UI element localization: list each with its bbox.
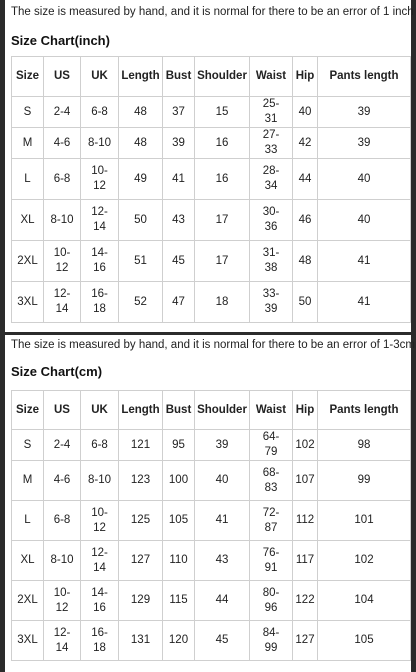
table-row — [12, 621, 411, 661]
cell-value: 10-12 — [53, 586, 71, 614]
cell-value: 6-8 — [91, 438, 108, 451]
cell-value: 10-12 — [91, 506, 108, 534]
table-row — [12, 282, 411, 323]
cell-value: 45 — [215, 634, 229, 646]
column-header-pants-length: Pants length — [318, 391, 411, 430]
cell-size — [12, 461, 44, 501]
cell-size — [12, 97, 44, 128]
cell-waist — [250, 97, 293, 128]
cell-value: 76-91 — [262, 546, 280, 574]
cell-pants-length — [318, 430, 411, 461]
cell-waist — [250, 461, 293, 501]
cell-value: 39 — [357, 105, 371, 118]
cell-hip — [293, 541, 318, 581]
cell-bust — [163, 430, 195, 461]
size-chart-inch-panel — [5, 0, 414, 332]
cell-value: 72-87 — [262, 506, 280, 534]
cell-value: 49 — [134, 172, 147, 185]
cell-length — [119, 430, 163, 461]
cell-pants-length — [318, 621, 411, 661]
cell-value: 120 — [168, 634, 189, 646]
cell-size — [12, 159, 44, 200]
cell-value: 107 — [295, 474, 315, 486]
cell-value: 123 — [130, 474, 151, 486]
cell-pants-length — [318, 282, 411, 323]
cell-size — [12, 128, 44, 159]
cell-bust — [163, 282, 195, 323]
cell-shoulder — [195, 200, 250, 241]
cell-hip — [293, 241, 318, 282]
column-header-bust: Bust — [163, 57, 195, 97]
cell-uk — [81, 241, 119, 282]
column-header-length: Length — [119, 391, 163, 430]
cell-pants-length — [318, 501, 411, 541]
cell-value: 3XL — [17, 634, 38, 646]
cell-length — [119, 241, 163, 282]
cell-value: 131 — [130, 634, 151, 646]
chart-title: Size Chart(cm) — [11, 364, 103, 379]
column-header-waist: Waist — [250, 57, 293, 97]
cell-value: 43 — [215, 554, 229, 566]
cell-value: 102 — [295, 438, 315, 451]
cell-value: 12-14 — [91, 546, 108, 574]
cell-value: M — [22, 474, 33, 486]
cell-waist — [250, 200, 293, 241]
cell-value: 8-10 — [50, 554, 74, 566]
cell-value: 37 — [172, 105, 185, 118]
cell-value: 104 — [354, 594, 374, 606]
cell-length — [119, 200, 163, 241]
cell-value: 30-36 — [262, 206, 280, 233]
cell-value: 16-18 — [91, 626, 108, 654]
cell-value: 39 — [215, 438, 229, 451]
cell-bust — [163, 541, 195, 581]
cell-value: 45 — [172, 254, 185, 267]
cell-value: 6-8 — [53, 172, 71, 185]
cell-value: 4-6 — [53, 136, 71, 149]
column-header-shoulder: Shoulder — [195, 57, 250, 97]
cell-value: 44 — [215, 594, 229, 606]
column-header-us: US — [44, 57, 81, 97]
measurement-note: The size is measured by hand, and it is normal for there to be an error of 1-3cm — [11, 339, 415, 351]
cell-value: 48 — [134, 136, 147, 149]
cell-value: 117 — [295, 554, 315, 566]
cell-value: 25-31 — [262, 98, 280, 125]
cell-uk — [81, 621, 119, 661]
cell-pants-length — [318, 200, 411, 241]
cell-value: 15 — [215, 105, 229, 118]
cell-length — [119, 97, 163, 128]
cell-value: 6-8 — [53, 514, 71, 526]
cell-value: 12-14 — [53, 626, 71, 654]
cell-value: 8-10 — [87, 136, 112, 149]
cell-value: 105 — [354, 634, 374, 646]
cell-pants-length — [318, 461, 411, 501]
cell-waist — [250, 241, 293, 282]
cell-value: 46 — [298, 213, 312, 226]
cell-shoulder — [195, 501, 250, 541]
table-row — [12, 97, 411, 128]
cell-shoulder — [195, 430, 250, 461]
measurement-note: The size is measured by hand, and it is normal for there to be an error of 1 inch — [11, 6, 414, 18]
cell-waist — [250, 581, 293, 621]
cell-size — [12, 541, 44, 581]
cell-value: 43 — [172, 213, 185, 226]
table-row — [12, 430, 411, 461]
cell-length — [119, 282, 163, 323]
cell-us — [44, 461, 81, 501]
cell-value: 31-38 — [262, 247, 280, 274]
cell-us — [44, 541, 81, 581]
column-header-hip: Hip — [293, 391, 318, 430]
cell-value: M — [22, 136, 33, 149]
cell-value: 50 — [298, 295, 312, 308]
table-row — [12, 541, 411, 581]
cell-value: 41 — [357, 254, 371, 267]
cell-us — [44, 241, 81, 282]
cell-value: XL — [20, 213, 35, 226]
cell-value: 39 — [357, 136, 371, 149]
size-chart-cm-panel — [5, 335, 415, 672]
cell-value: 40 — [357, 172, 371, 185]
cell-value: 27-33 — [262, 129, 280, 156]
cell-bust — [163, 461, 195, 501]
cell-value: 3XL — [17, 295, 38, 308]
cell-size — [12, 200, 44, 241]
cell-uk — [81, 501, 119, 541]
column-header-uk: UK — [81, 391, 119, 430]
cell-value: 122 — [295, 594, 315, 606]
cell-bust — [163, 241, 195, 282]
cell-size — [12, 501, 44, 541]
cell-value: 14-16 — [91, 586, 108, 614]
cell-length — [119, 461, 163, 501]
table-row — [12, 581, 411, 621]
table-row — [12, 241, 411, 282]
table-header-row — [12, 391, 411, 430]
cell-value: 8-10 — [87, 474, 112, 486]
cell-value: 10-12 — [91, 165, 108, 192]
size-table-inch — [11, 56, 411, 323]
cell-bust — [163, 200, 195, 241]
cell-value: L — [24, 172, 31, 185]
cell-us — [44, 501, 81, 541]
cell-hip — [293, 501, 318, 541]
cell-pants-length — [318, 241, 411, 282]
table-row — [12, 128, 411, 159]
cell-value: 16 — [215, 136, 229, 149]
cell-waist — [250, 282, 293, 323]
cell-value: 6-8 — [91, 105, 108, 118]
cell-value: 17 — [215, 213, 229, 226]
cell-pants-length — [318, 97, 411, 128]
cell-value: S — [23, 105, 32, 118]
cell-value: 18 — [215, 295, 229, 308]
cell-value: 17 — [215, 254, 229, 267]
cell-us — [44, 282, 81, 323]
cell-size — [12, 621, 44, 661]
cell-waist — [250, 430, 293, 461]
cell-size — [12, 282, 44, 323]
cell-value: 125 — [130, 514, 151, 526]
cell-value: 16-18 — [91, 288, 108, 315]
cell-shoulder — [195, 282, 250, 323]
cell-value: 33-39 — [262, 288, 280, 315]
cell-length — [119, 581, 163, 621]
cell-value: 40 — [298, 105, 312, 118]
column-header-shoulder: Shoulder — [195, 391, 250, 430]
column-header-us: US — [44, 391, 81, 430]
cell-value: 68-83 — [262, 466, 280, 494]
cell-uk — [81, 282, 119, 323]
cell-value: 101 — [354, 514, 374, 526]
cell-shoulder — [195, 241, 250, 282]
cell-us — [44, 581, 81, 621]
cell-value: 28-34 — [262, 165, 280, 192]
cell-length — [119, 128, 163, 159]
cell-length — [119, 501, 163, 541]
cell-uk — [81, 200, 119, 241]
cell-us — [44, 128, 81, 159]
cell-hip — [293, 621, 318, 661]
cell-length — [119, 159, 163, 200]
cell-value: 12-14 — [91, 206, 108, 233]
cell-value: 41 — [172, 172, 185, 185]
cell-waist — [250, 159, 293, 200]
cell-value: 105 — [168, 514, 189, 526]
cell-value: 127 — [295, 634, 315, 646]
cell-length — [119, 621, 163, 661]
column-header-pants-length: Pants length — [318, 57, 411, 97]
cell-hip — [293, 430, 318, 461]
cell-hip — [293, 128, 318, 159]
cell-value: XL — [20, 554, 35, 566]
cell-pants-length — [318, 581, 411, 621]
cell-value: S — [23, 438, 32, 451]
cell-size — [12, 430, 44, 461]
cell-hip — [293, 461, 318, 501]
cell-value: 51 — [134, 254, 147, 267]
cell-size — [12, 241, 44, 282]
cell-hip — [293, 97, 318, 128]
cell-uk — [81, 541, 119, 581]
cell-us — [44, 200, 81, 241]
cell-value: 102 — [354, 554, 374, 566]
cell-value: 2-4 — [53, 438, 71, 451]
cell-bust — [163, 621, 195, 661]
cell-uk — [81, 461, 119, 501]
cell-uk — [81, 159, 119, 200]
cell-us — [44, 621, 81, 661]
table-row — [12, 501, 411, 541]
cell-value: 4-6 — [53, 474, 71, 486]
cell-value: 44 — [298, 172, 312, 185]
chart-title: Size Chart(inch) — [11, 33, 110, 48]
cell-shoulder — [195, 621, 250, 661]
cell-bust — [163, 159, 195, 200]
cell-value: 2XL — [17, 254, 38, 267]
cell-value: L — [24, 514, 31, 526]
cell-shoulder — [195, 97, 250, 128]
cell-hip — [293, 200, 318, 241]
cell-hip — [293, 282, 318, 323]
cell-bust — [163, 97, 195, 128]
cell-value: 40 — [357, 213, 371, 226]
cell-value: 52 — [134, 295, 147, 308]
cell-value: 8-10 — [50, 213, 74, 226]
cell-shoulder — [195, 128, 250, 159]
cell-uk — [81, 430, 119, 461]
cell-bust — [163, 501, 195, 541]
cell-value: 12-14 — [53, 288, 71, 315]
cell-value: 10-12 — [53, 247, 71, 274]
cell-value: 2-4 — [53, 105, 71, 118]
column-header-hip: Hip — [293, 57, 318, 97]
cell-value: 48 — [134, 105, 147, 118]
cell-value: 64-79 — [262, 431, 280, 458]
cell-pants-length — [318, 128, 411, 159]
cell-hip — [293, 159, 318, 200]
cell-shoulder — [195, 581, 250, 621]
cell-us — [44, 430, 81, 461]
cell-value: 47 — [172, 295, 185, 308]
cell-waist — [250, 541, 293, 581]
cell-value: 16 — [215, 172, 229, 185]
cell-value: 127 — [130, 554, 151, 566]
column-header-waist: Waist — [250, 391, 293, 430]
cell-uk — [81, 581, 119, 621]
cell-value: 2XL — [17, 594, 38, 606]
cell-uk — [81, 97, 119, 128]
cell-value: 110 — [169, 554, 188, 566]
column-header-uk: UK — [81, 57, 119, 97]
cell-shoulder — [195, 461, 250, 501]
cell-bust — [163, 581, 195, 621]
column-header-size: Size — [12, 57, 44, 97]
column-header-bust: Bust — [163, 391, 195, 430]
size-table-cm — [11, 390, 411, 661]
cell-value: 40 — [215, 474, 229, 486]
cell-value: 41 — [215, 514, 229, 526]
table-row — [12, 200, 411, 241]
cell-waist — [250, 128, 293, 159]
cell-pants-length — [318, 541, 411, 581]
cell-uk — [81, 128, 119, 159]
cell-shoulder — [195, 541, 250, 581]
cell-value: 100 — [168, 474, 189, 486]
cell-value: 99 — [357, 474, 371, 486]
cell-waist — [250, 621, 293, 661]
cell-size — [12, 581, 44, 621]
cell-value: 121 — [130, 438, 151, 451]
cell-value: 50 — [134, 213, 147, 226]
cell-value: 84-99 — [262, 626, 280, 654]
cell-value: 98 — [357, 438, 371, 451]
cell-value: 48 — [298, 254, 312, 267]
cell-length — [119, 541, 163, 581]
table-row — [12, 461, 411, 501]
cell-us — [44, 159, 81, 200]
table-row — [12, 159, 411, 200]
cell-hip — [293, 581, 318, 621]
cell-value: 112 — [295, 514, 315, 526]
table-header-row — [12, 57, 411, 97]
cell-shoulder — [195, 159, 250, 200]
cell-value: 14-16 — [91, 247, 108, 274]
cell-waist — [250, 501, 293, 541]
cell-value: 129 — [130, 594, 151, 606]
cell-bust — [163, 128, 195, 159]
column-header-size: Size — [12, 391, 44, 430]
cell-pants-length — [318, 159, 411, 200]
cell-value: 42 — [298, 136, 312, 149]
cell-value: 80-96 — [262, 586, 280, 614]
cell-value: 41 — [357, 295, 371, 308]
cell-us — [44, 97, 81, 128]
column-header-length: Length — [119, 57, 163, 97]
cell-value: 39 — [172, 136, 185, 149]
cell-value: 95 — [172, 438, 185, 451]
cell-value: 115 — [169, 594, 188, 606]
